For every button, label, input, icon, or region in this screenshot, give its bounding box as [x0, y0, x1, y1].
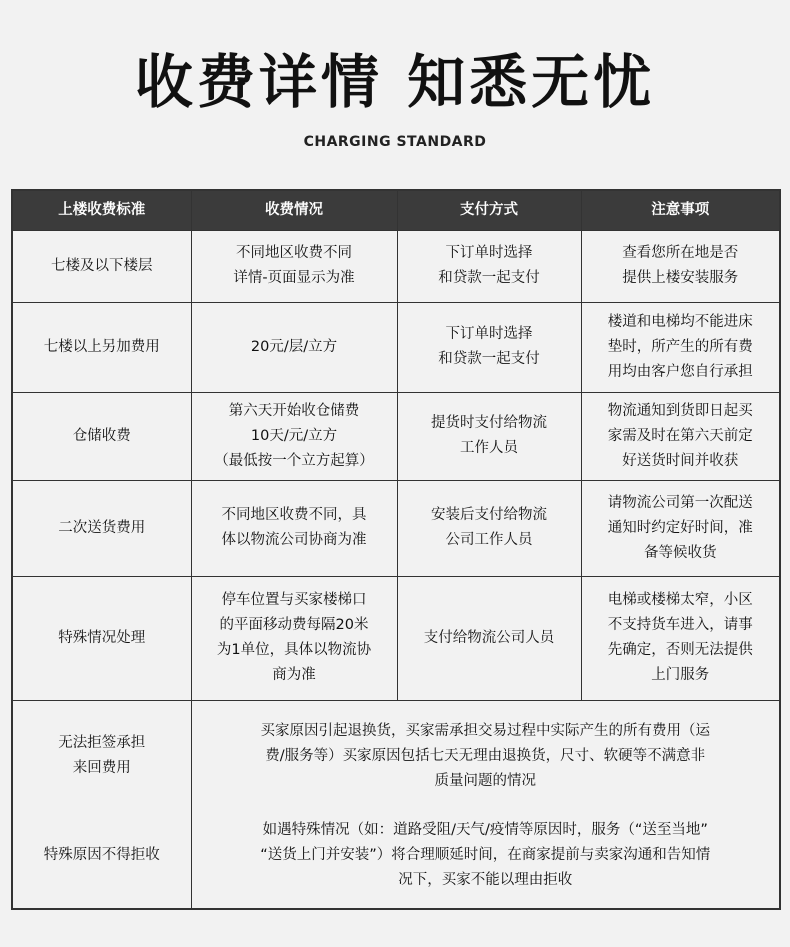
fee-line: 不同地区收费不同: [236, 245, 352, 261]
special-case-line: 如遇特殊情况（如：道路受阻/天气/疫情等原因时，服务（“送至当地”: [262, 822, 708, 838]
note-line: 备等候收货: [644, 544, 717, 561]
return-policy-line: 费/服务等）买家原因包括七天无理由退换货，尺寸、软硬等不满意非: [265, 747, 706, 764]
refusal-cost-label-line: 来回费用: [72, 760, 131, 776]
refusal-cost-label-line: 无法拒签承担: [58, 735, 146, 751]
table-row: [12, 392, 780, 480]
note-line: 查看您所在地是否: [622, 245, 739, 261]
note-line: 提供上楼安装服务: [622, 270, 739, 286]
column-header-notes: 注意事项: [581, 190, 780, 230]
notes-cell: [581, 230, 780, 302]
payment-line: 和贷款一起支付: [438, 270, 540, 286]
charging-table: [11, 189, 781, 910]
column-header-payment: 支付方式: [397, 190, 581, 230]
special-case-line: “送货上门并安装”）将合理顺延时间，在商家提前与卖家沟通和告知情: [260, 847, 711, 863]
payment-line: 下订单时选择: [445, 326, 533, 342]
note-line: 通知时约定好时间，准: [607, 519, 753, 536]
table-row: [12, 302, 780, 392]
payment-line: 安装后支付给物流: [431, 507, 547, 523]
fee-line: 停车位置与买家楼梯口: [221, 592, 367, 608]
standard-cell: 七楼以上另加费用: [12, 302, 191, 392]
note-line: 物流通知到货即日起买: [607, 402, 753, 419]
standard-cell: 仓储收费: [12, 392, 191, 480]
return-policy-line: 买家原因引起退换货，买家需承担交易过程中实际产生的所有费用（运: [260, 722, 710, 739]
fee-cell: [191, 230, 397, 302]
fee-cell: [191, 302, 397, 392]
notes-cell: [581, 576, 780, 700]
notes-cell: [581, 480, 780, 576]
fee-cell: [191, 480, 397, 576]
page-title: 收费详情 知悉无忧: [134, 48, 656, 116]
table-row-bottom: [12, 700, 780, 909]
column-header-standard: 上楼收费标准: [12, 190, 191, 230]
fee-line: 体以物流公司协商为准: [221, 532, 367, 548]
payment-line: 支付给物流公司人员: [423, 629, 555, 646]
return-policy-line: 质量问题的情况: [434, 772, 536, 789]
note-line: 用均由客户您自行承担: [607, 363, 753, 380]
column-header-fee: 收费情况: [191, 190, 397, 230]
fee-line: （最低按一个立方起算）: [214, 452, 374, 469]
payment-line: 公司工作人员: [445, 532, 533, 548]
payment-cell: [397, 302, 581, 392]
fee-line: 的平面移动费每隔20米: [219, 617, 369, 633]
table-row: [12, 576, 780, 700]
standard-cell: 七楼及以下楼层: [12, 230, 191, 302]
bottom-label-cell: [12, 700, 191, 909]
note-line: 楼道和电梯均不能进床: [607, 313, 753, 330]
fee-line: 商为准: [272, 667, 316, 683]
fee-line: 详情-页面显示为准: [233, 270, 355, 286]
fee-line: 20元/层/立方: [250, 338, 338, 355]
table-header-row: [12, 190, 780, 230]
payment-line: 和贷款一起支付: [438, 351, 540, 367]
note-line: 请物流公司第一次配送: [607, 494, 753, 511]
page-subtitle: CHARGING STANDARD: [303, 134, 487, 150]
payment-line: 下订单时选择: [445, 245, 533, 261]
note-line: 上门服务: [651, 667, 710, 683]
special-case-line: 况下，买家不能以理由拒收: [398, 872, 573, 888]
table-row: [12, 480, 780, 576]
fee-line: 第六天开始收仓储费: [228, 402, 360, 419]
standard-cell: 二次送货费用: [12, 480, 191, 576]
notes-cell: [581, 302, 780, 392]
bottom-text-cell: [191, 700, 780, 909]
fee-line: 为1单位，具体以物流协: [216, 642, 372, 658]
no-refusal-label: 特殊原因不得拒收: [43, 847, 160, 863]
fee-line: 不同地区收费不同，具: [221, 507, 367, 523]
payment-cell: [397, 576, 581, 700]
note-line: 电梯或楼梯太窄，小区: [607, 592, 753, 608]
table-row: [12, 230, 780, 302]
note-line: 先确定，否则无法提供: [607, 642, 753, 658]
note-line: 好送货时间并收获: [622, 452, 739, 469]
notes-cell: [581, 392, 780, 480]
note-line: 不支持货车进入，请事: [607, 617, 753, 633]
payment-cell: [397, 392, 581, 480]
payment-line: 提货时支付给物流: [431, 415, 547, 431]
fee-cell: [191, 392, 397, 480]
note-line: 家需及时在第六天前定: [607, 427, 753, 444]
payment-line: 工作人员: [460, 440, 518, 456]
payment-cell: [397, 480, 581, 576]
payment-cell: [397, 230, 581, 302]
fee-cell: [191, 576, 397, 700]
standard-cell: 特殊情况处理: [12, 576, 191, 700]
fee-line: 10天/元/立方: [250, 427, 338, 444]
note-line: 垫时，所产生的所有费: [607, 338, 753, 355]
